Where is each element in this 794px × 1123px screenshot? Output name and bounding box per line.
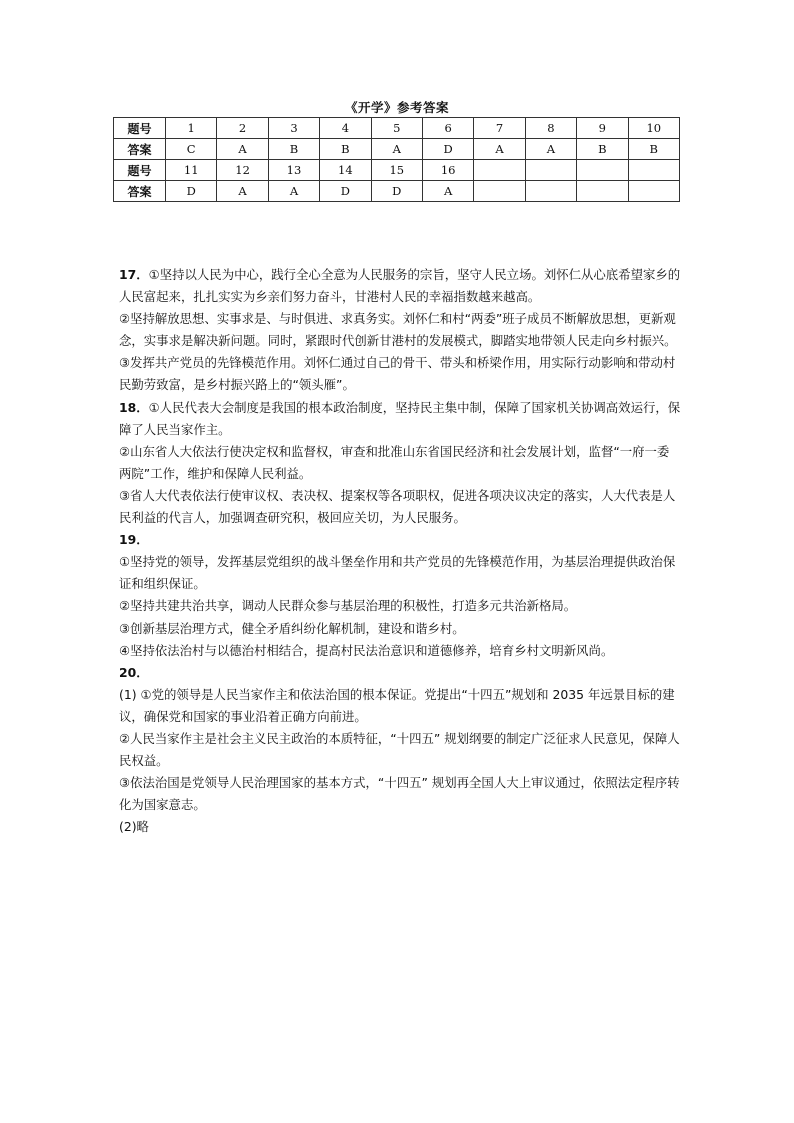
table-row [114, 118, 680, 139]
question-number-18: 18． [119, 399, 149, 415]
table-cell: 14 [320, 160, 371, 181]
table-cell: A [217, 181, 268, 202]
row-label-answer: 答案 [114, 139, 166, 160]
table-cell [474, 181, 525, 202]
table-cell: D [166, 181, 217, 202]
table-cell: A [422, 181, 473, 202]
q18-point-2: ②山东省人大依法行使决定权和监督权，审查和批准山东省国民经济和社会发展计划，监督“一府一委两院”工作，维护和保障人民利益。 [119, 443, 670, 481]
table-cell: A [371, 139, 422, 160]
q17-point-1: ①坚持以人民为中心，践行全心全意为人民服务的宗旨，坚守人民立场。刘怀仁从心底希望家乡的人民富起来，扎扎实实为乡亲们努力奋斗，甘港村人民的幸福指数越来越高。 [119, 267, 681, 305]
table-cell: 13 [268, 160, 319, 181]
q19-point-1: ①坚持党的领导，发挥基层党组织的战斗堡垒作用和共产党员的先锋模范作用，为基层治理提供政治保证和组织保证。 [119, 554, 676, 592]
table-cell: B [268, 139, 319, 160]
table-cell [628, 160, 679, 181]
q19-point-2: ②坚持共建共治共享，调动人民群众参与基层治理的积极性，打造多元共治新格局。 [119, 598, 577, 614]
answer-table [113, 117, 680, 202]
q17-point-2: ②坚持解放思想、实事求是、与时俱进、求真务实。刘怀仁和村“两委”班子成员不断解放思想，更新观念，实事求是解决新问题。同时，紧跟时代创新甘港村的发展模式，脚踏实地带领人民走向乡村振兴。 [119, 311, 677, 349]
table-cell [577, 160, 628, 181]
question-number-20: 20． [119, 664, 149, 680]
table-cell: B [577, 139, 628, 160]
question-number-19: 19． [119, 532, 149, 548]
q20-point-3: ③依法治国是党领导人民治理国家的基本方式，“十四五” 规划再全国人大上审议通过，依照法定程序转化为国家意志。 [119, 775, 680, 813]
q17-first-point [119, 264, 681, 308]
table-cell: A [217, 139, 268, 160]
q18-point-1: ①人民代表大会制度是我国的根本政治制度，坚持民主集中制，保障了国家机关协调高效运行，保障了人民当家作主。 [119, 399, 681, 437]
question-number-17: 17． [119, 267, 149, 282]
table-row [114, 181, 680, 202]
table-cell: D [320, 181, 371, 202]
table-cell: D [422, 139, 473, 160]
table-cell [474, 160, 525, 181]
q20-part-2: (2)略 [119, 819, 149, 835]
table-cell: 16 [422, 160, 473, 181]
table-cell: 5 [371, 118, 422, 139]
table-cell: A [474, 139, 525, 160]
table-row [114, 139, 680, 160]
q17-point-3: ③发挥共产党员的先锋模范作用。刘怀仁通过自己的骨干、带头和桥梁作用，用实际行动影响和带动村民勤劳致富，是乡村振兴路上的“领头雁”。 [119, 355, 676, 393]
q20-point-1: (1) ①党的领导是人民当家作主和依法治国的根本保证。党提出“十四五”规划和 2035 年远景目标的建议，确保党和国家的事业沿着正确方向前进。 [119, 686, 675, 724]
table-cell: 11 [166, 160, 217, 181]
page-title: 《开学》参考答案 [344, 100, 449, 115]
table-cell: 4 [320, 118, 371, 139]
table-cell: C [166, 139, 217, 160]
table-cell: 2 [217, 118, 268, 139]
table-cell: 15 [371, 160, 422, 181]
table-cell: A [268, 181, 319, 202]
table-cell [525, 181, 576, 202]
table-cell [628, 181, 679, 202]
table-cell [525, 160, 576, 181]
table-cell: 7 [474, 118, 525, 139]
q20-point-2: ②人民当家作主是社会主义民主政治的本质特征，“十四五” 规划纲要的制定广泛征求人民意见，保障人民权益。 [119, 730, 680, 769]
table-cell [577, 181, 628, 202]
table-cell: A [525, 139, 576, 160]
table-cell: 9 [577, 118, 628, 139]
table-cell: B [320, 139, 371, 160]
table-cell: 1 [166, 118, 217, 139]
table-cell: D [371, 181, 422, 202]
q18-point-3: ③省人大代表依法行使审议权、表决权、提案权等各项职权，促进各项决议决定的落实，人大代表是人民利益的代言人，加强调查研究积，极回应关切，为人民服务。 [119, 487, 676, 526]
table-cell: 8 [525, 118, 576, 139]
table-row [114, 160, 680, 181]
table-cell: 6 [422, 118, 473, 139]
q18-first-point [119, 397, 681, 441]
row-label-answer: 答案 [114, 181, 166, 202]
table-cell: 12 [217, 160, 268, 181]
table-cell: B [628, 139, 679, 160]
row-label-question-number: 题号 [114, 118, 166, 139]
q19-point-3: ③创新基层治理方式，健全矛盾纠纷化解机制，建设和谐乡村。 [119, 620, 465, 636]
q19-point-4: ④坚持依法治村与以德治村相结合，提高村民法治意识和道德修养，培育乡村文明新风尚。 [119, 642, 614, 658]
table-cell: 10 [628, 118, 679, 139]
answer-body [119, 264, 681, 838]
row-label-question-number: 题号 [114, 160, 166, 181]
table-cell: 3 [268, 118, 319, 139]
